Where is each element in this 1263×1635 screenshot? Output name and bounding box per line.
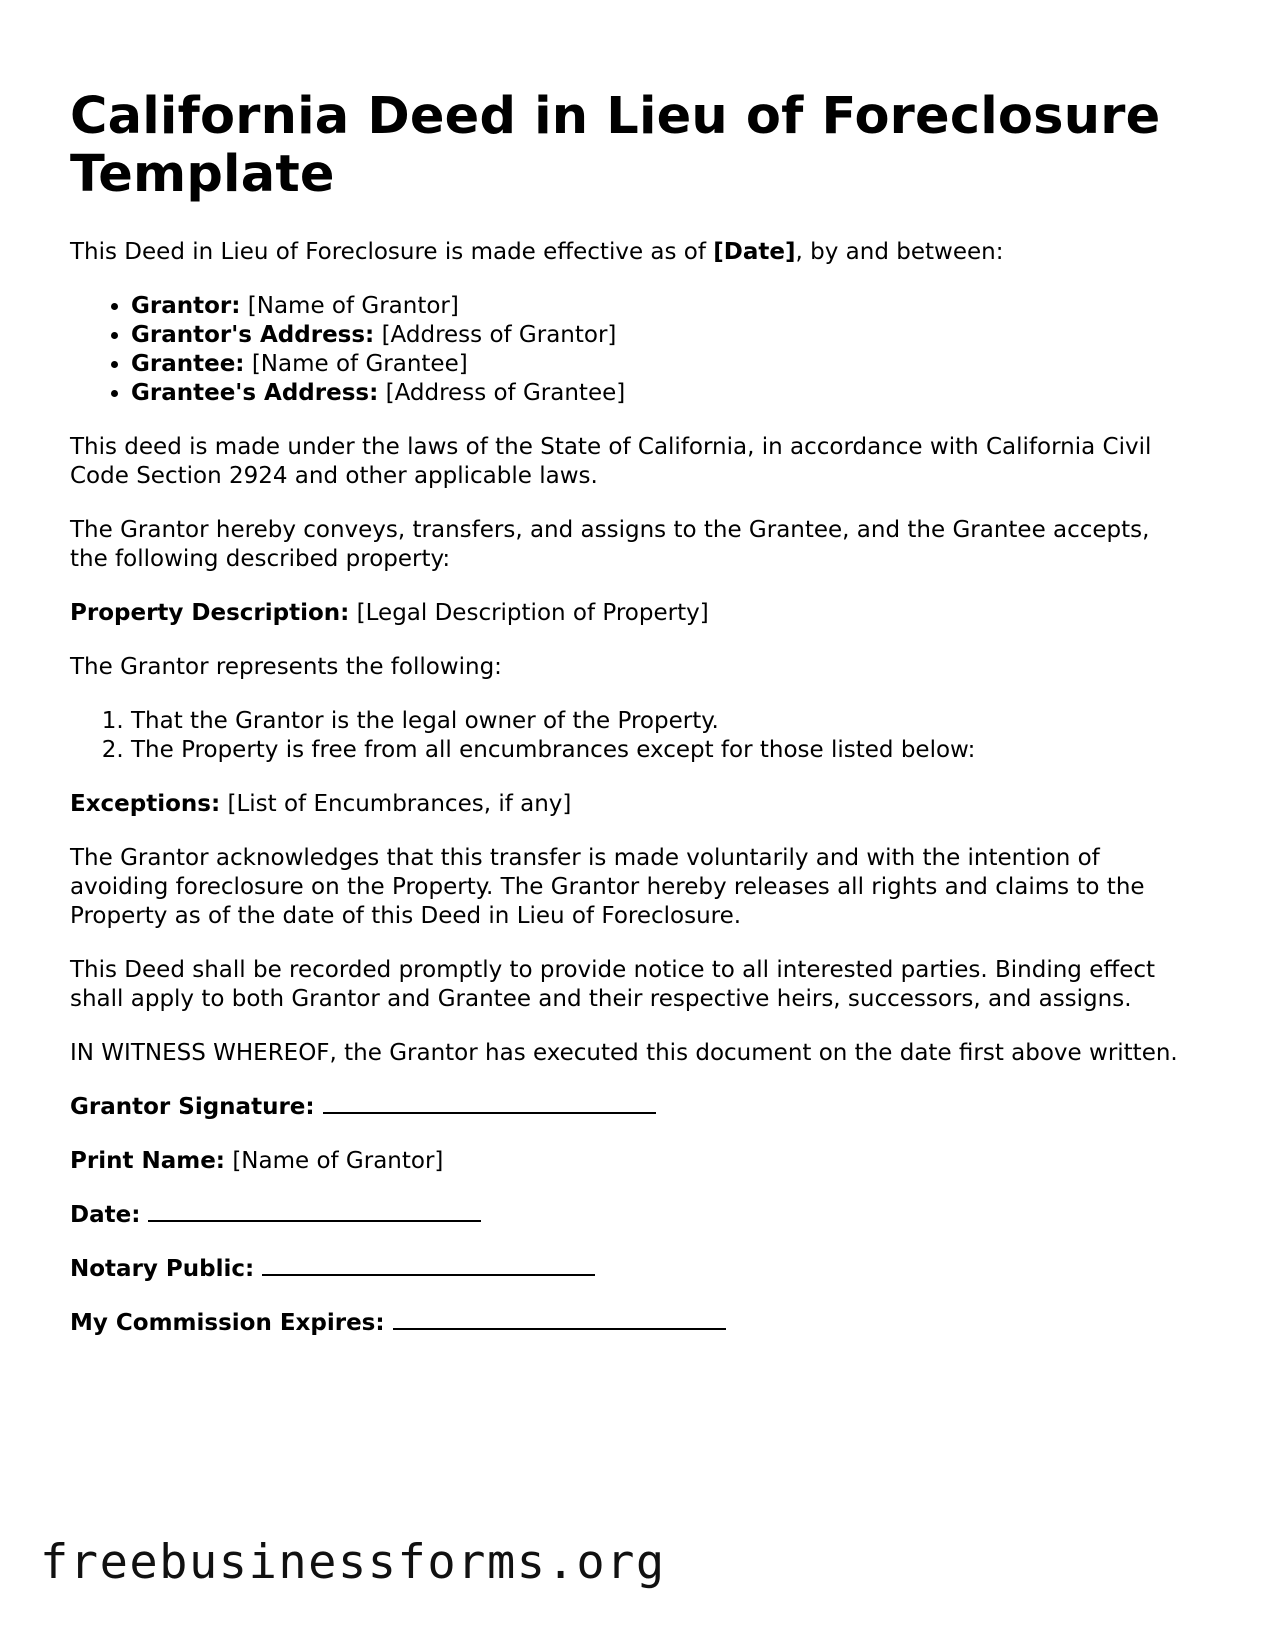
- commission-row: [70, 1309, 1190, 1338]
- conveyance-paragraph: The Grantor hereby conveys, transfers, and assigns to the Grantee, and the Grantee accepts, the following described property:: [70, 517, 1150, 572]
- list-item: [131, 321, 1190, 350]
- party-label: Grantee's Address:: [131, 380, 379, 406]
- print-name-label: Print Name:: [70, 1148, 225, 1174]
- date-line[interactable]: [148, 1202, 481, 1222]
- commission-label: My Commission Expires:: [70, 1310, 385, 1336]
- page-title: California Deed in Lieu of Foreclosure Template: [70, 87, 1161, 204]
- commission-line[interactable]: [393, 1310, 726, 1330]
- party-value: [Name of Grantee]: [251, 351, 468, 377]
- exceptions-label: Exceptions:: [70, 791, 221, 817]
- parties-list: [70, 292, 1190, 408]
- grantor-signature-label: Grantor Signature:: [70, 1094, 315, 1120]
- representations-list: [70, 707, 1190, 765]
- witness-paragraph: IN WITNESS WHEREOF, the Grantor has executed this document on the date first above written.: [70, 1040, 1178, 1066]
- list-item: [131, 350, 1190, 379]
- intro-text-after: , by and between:: [795, 239, 1004, 265]
- grantor-signature-row: [70, 1093, 1190, 1122]
- notary-line[interactable]: [262, 1256, 595, 1276]
- exceptions-value: [List of Encumbrances, if any]: [227, 791, 572, 817]
- date-label: Date:: [70, 1202, 141, 1228]
- print-name-value: [Name of Grantor]: [232, 1148, 444, 1174]
- grantor-signature-line[interactable]: [323, 1094, 656, 1114]
- party-value: [Name of Grantor]: [247, 293, 459, 319]
- list-item: 2. The Property is free from all encumbrances except for those listed below:: [131, 736, 1190, 765]
- law-paragraph: This deed is made under the laws of the State of California, in accordance with California Civil Code Section 2924 and other applicable laws.: [70, 434, 1152, 489]
- exceptions: [70, 790, 1190, 819]
- print-name-row: [70, 1147, 1190, 1176]
- party-value: [Address of Grantee]: [385, 380, 626, 406]
- document-page: [70, 88, 1190, 1363]
- property-label: Property Description:: [70, 600, 350, 626]
- date-row: [70, 1201, 1190, 1230]
- intro-text-before: This Deed in Lieu of Foreclosure is made effective as of: [70, 239, 714, 265]
- party-label: Grantee:: [131, 351, 245, 377]
- intro-paragraph: [70, 238, 1190, 267]
- party-value: [Address of Grantor]: [381, 322, 617, 348]
- notary-row: [70, 1255, 1190, 1284]
- list-item: [131, 379, 1190, 408]
- property-description: [70, 599, 1190, 628]
- list-item: [131, 292, 1190, 321]
- intro-date-placeholder: [Date]: [713, 239, 796, 265]
- list-item: 1. That the Grantor is the legal owner of the Property.: [131, 707, 1190, 736]
- recording-paragraph: This Deed shall be recorded promptly to provide notice to all interested parties. Binding effect shall apply to both Grantor and Grantee and their respective heirs, successors, and assigns.: [70, 957, 1156, 1012]
- party-label: Grantor:: [131, 293, 241, 319]
- watermark-logo: freebusinessforms.org: [40, 1535, 666, 1590]
- acknowledgement-paragraph: The Grantor acknowledges that this transfer is made voluntarily and with the intention of avoiding foreclosure on the Property. The Grantor hereby releases all rights and claims to the Property as of the date of this Deed in Lieu of Foreclosure.: [70, 845, 1145, 929]
- represents-intro: The Grantor represents the following:: [70, 654, 502, 680]
- property-value: [Legal Description of Property]: [356, 600, 709, 626]
- notary-label: Notary Public:: [70, 1256, 255, 1282]
- party-label: Grantor's Address:: [131, 322, 375, 348]
